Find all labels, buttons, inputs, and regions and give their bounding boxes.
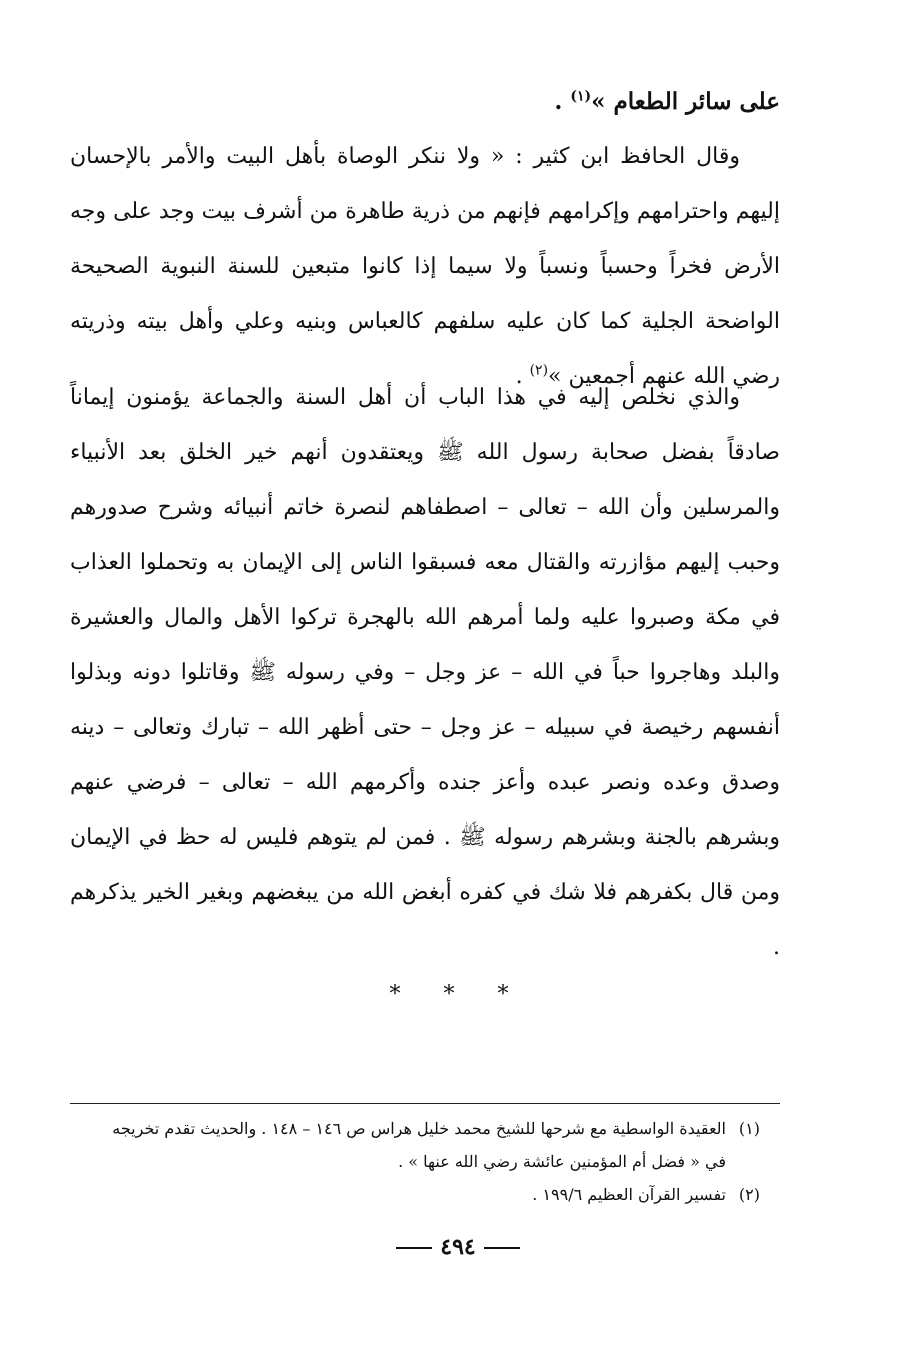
opening-line-text: على سائر الطعام » — [591, 88, 780, 115]
opening-line-end: . — [554, 88, 571, 115]
footnote-ref-1: (١) — [570, 88, 592, 105]
paragraph1-text: وقال الحافظ ابن كثير : « ولا ننكر الوصاة بأهل البيت والأمر بالإحسان إليهم واحترامهم وإكرامهم فإنهم من ذرية طاهرة من أشرف بيت وجد على وجه الأرض فخراً وحسباً ونسباً ولا سيما إذا كانوا متبعين للسنة النبوية الصحيحة الواضحة الجلية كما كان عليه سلفهم كالعباس وبنيه وعلي وأهل بيته وذريته رضي الله عنهم أجمعين » — [70, 144, 780, 389]
opening-line — [70, 74, 780, 129]
paragraph-conclusion — [70, 370, 780, 975]
page-number-dash-left — [396, 1247, 432, 1249]
footnotes — [70, 1112, 760, 1211]
footnote-1-text: العقيدة الواسطية مع شرحها للشيخ محمد خليل هراس ص ١٤٦ – ١٤٨ . والحديث تقدم تخريجه — [112, 1119, 726, 1138]
page-number-block — [0, 1234, 916, 1260]
page-number: ٤٩٤ — [440, 1234, 476, 1260]
paragraph-ibn-kathir-quote — [70, 129, 780, 404]
footnote-1-number: (١) — [738, 1119, 760, 1138]
footnote-1 — [70, 1112, 760, 1145]
footnote-1-continuation: في « فضل أم المؤمنين عائشة رضي الله عنها » . — [398, 1152, 726, 1171]
section-separator: * * * — [389, 982, 527, 1007]
paragraph1-end: . — [515, 364, 530, 389]
footnote-2 — [70, 1178, 760, 1211]
page-number-dash-right — [484, 1247, 520, 1249]
footnote-2-text: تفسير القرآن العظيم ١٩٩/٦ . — [532, 1185, 726, 1204]
footnote-2-number: (٢) — [738, 1185, 760, 1204]
paragraph2-text: والذي نخلص إليه في هذا الباب أن أهل السنة والجماعة يؤمنون إيماناً صادقاً بفضل صحابة رسول الله ﷺ ويعتقدون أنهم خير الخلق بعد الأنبياء والمرسلين وأن الله – تعالى – اصطفاهم لنصرة خاتم أنبيائه وشرح صدورهم وحبب إليهم مؤازرته والقتال معه فسبقوا الناس إلى الإيمان به وتحملوا العذاب في مكة وصبروا عليه ولما أمرهم الله بالهجرة تركوا الأهل والمال والعشيرة والبلد وهاجروا حباً في الله – عز وجل – وفي رسوله ﷺ وقاتلوا دونه وبذلوا أنفسهم رخيصة في سبيله – عز وجل – حتى أظهر الله – تبارك وتعالى – دينه وصدق وعده ونصر عبده وأعز جنده وأكرمهم الله – تعالى – فرضي عنهم وبشرهم بالجنة وبشرهم رسوله ﷺ . فمن لم يتوهم فليس له حظ في الإيمان ومن قال بكفرهم فلا شك في كفره أبغض الله من يبغضهم وبغير الخير يذكرهم . — [70, 385, 781, 960]
footnote-ref-2: (٢) — [529, 362, 549, 379]
footnote-divider — [70, 1103, 780, 1104]
